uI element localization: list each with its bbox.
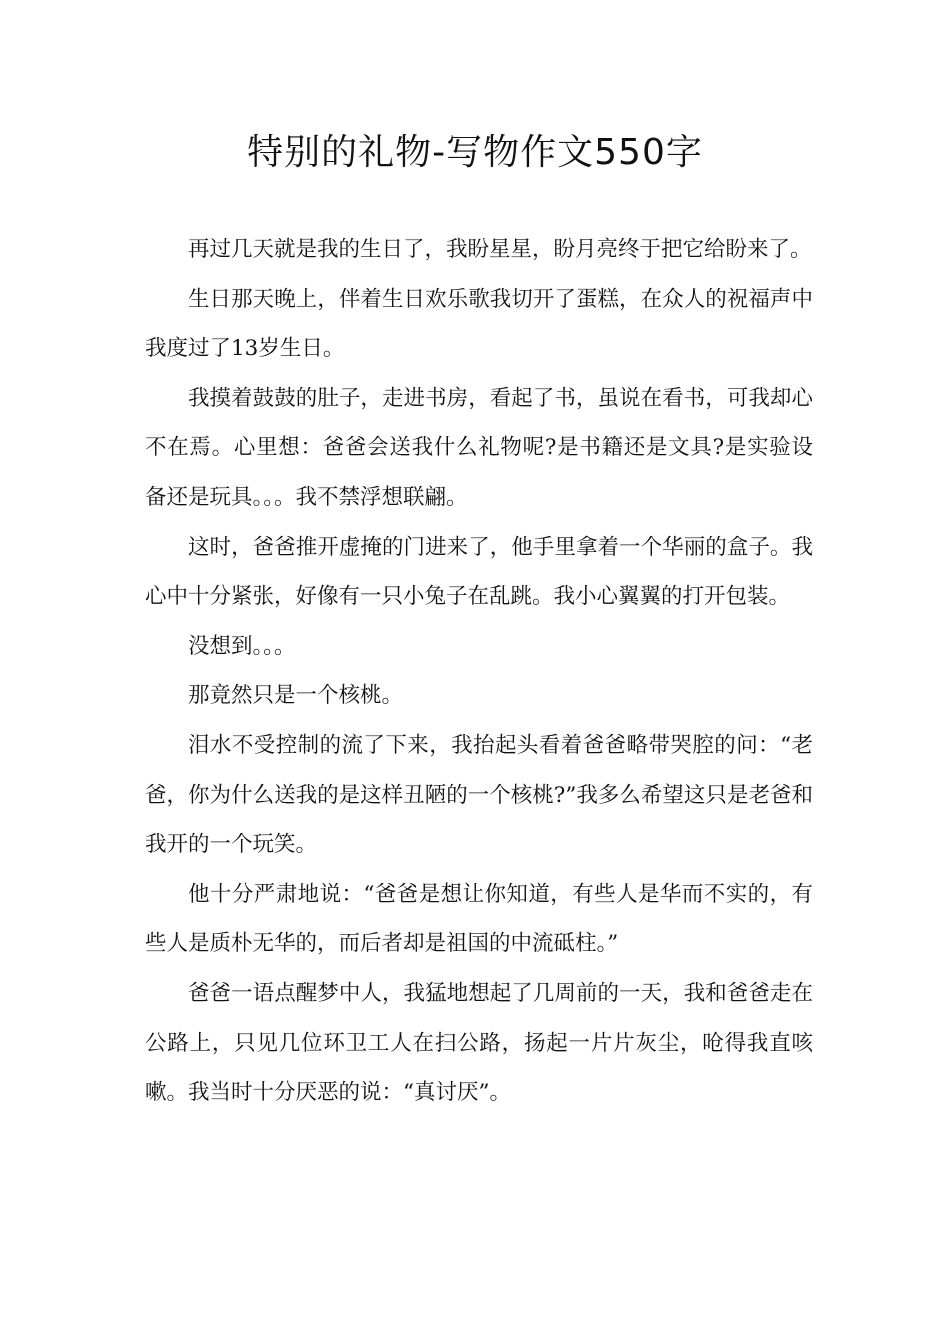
document-body: [145, 225, 813, 1118]
paragraph: 那竟然只是一个核桃。: [188, 683, 404, 709]
paragraph: 他十分严肃地说：“爸爸是想让你知道，有些人是华而不实的，有些人是质朴无华的，而后者却是祖国的中流砥柱。”: [145, 881, 813, 957]
paragraph: 没想到。。。: [188, 633, 296, 659]
paragraph: 再过几天就是我的生日了，我盼星星，盼月亮终于把它给盼来了。: [188, 237, 812, 262]
paragraph: 爸爸一语点醒梦中人，我猛地想起了几周前的一天，我和爸爸走在公路上，只见几位环卫工人在扫公路，扬起一片片灰尘，呛得我直咳嗽。我当时十分厌恶的说：“真讨厌”。: [145, 980, 813, 1106]
document-title: 特别的礼物-写物作文550字: [247, 132, 703, 173]
paragraph: 生日那天晚上，伴着生日欢乐歌我切开了蛋糕，在众人的祝福声中我度过了13岁生日。: [145, 286, 813, 362]
paragraph: 我摸着鼓鼓的肚子，走进书房，看起了书，虽说在看书，可我却心不在焉。心里想：爸爸会送我什么礼物呢?是书籍还是文具?是实验设备还是玩具。。。我不禁浮想联翩。: [145, 385, 813, 510]
paragraph: 泪水不受控制的流了下来，我抬起头看着爸爸略带哭腔的问：“老爸，你为什么送我的是这样丑陋的一个核桃?”我多么希望这只是老爸和我开的一个玩笑。: [145, 732, 813, 858]
paragraph: 这时，爸爸推开虚掩的门进来了，他手里拿着一个华丽的盒子。我心中十分紧张，好像有一只小兔子在乱跳。我小心翼翼的打开包装。: [145, 534, 813, 610]
